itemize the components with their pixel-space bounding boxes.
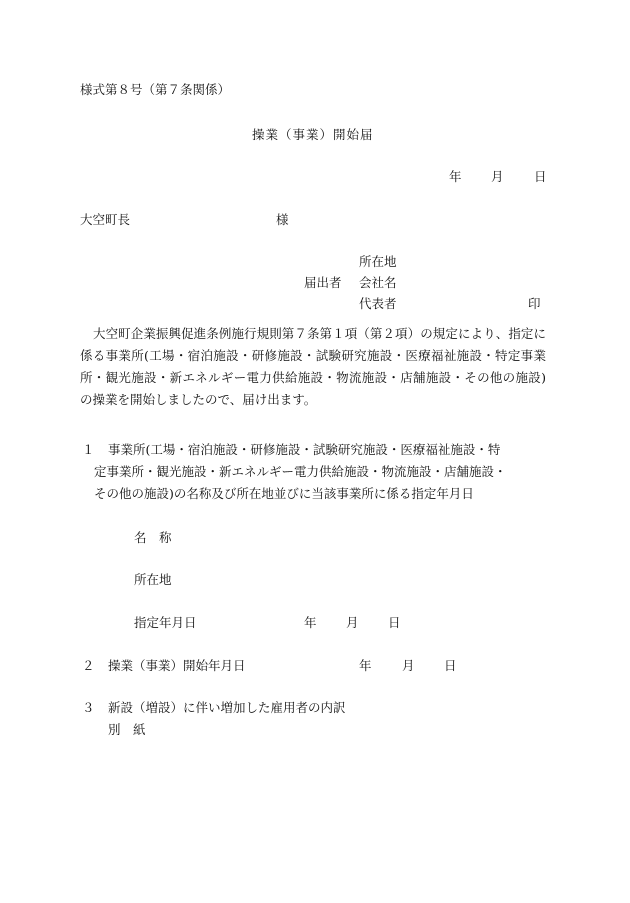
date-year-label: 年	[449, 169, 462, 184]
date-month-label: 月	[491, 169, 504, 184]
form-number: 様式第８号（第７条関係）	[80, 82, 231, 97]
addressee-name: 大空町長	[80, 212, 131, 227]
item-3-number: ３	[82, 700, 95, 715]
item-2-number: ２	[82, 658, 95, 673]
start-day-label: 日	[444, 658, 457, 673]
applicant-representative-label: 代表者	[359, 296, 397, 311]
designation-month-label: 月	[346, 615, 359, 630]
start-month-label: 月	[402, 658, 415, 673]
item-1-text-line1: 事業所(工場・宿泊施設・研修施設・試験研究施設・医療福祉施設・特	[108, 442, 501, 457]
addressee-honorific: 様	[276, 212, 289, 227]
designation-day-label: 日	[388, 615, 401, 630]
facility-name-label: 名 称	[134, 530, 172, 545]
item-3-text: 新設（増設）に伴い増加した雇用者の内訳	[108, 700, 346, 715]
item-1-text-line3: その他の施設)の名称及び所在地並びに当該事業所に係る指定年月日	[94, 486, 474, 501]
document-title: 操業（事業）開始届	[252, 127, 374, 142]
facility-location-label: 所在地	[134, 572, 172, 587]
seal-mark: 印	[528, 296, 541, 311]
item-1-text-line2: 定事業所・観光施設・新エネルギー電力供給施設・物流施設・店舗施設・	[94, 464, 507, 479]
intro-paragraph: 大空町企業振興促進条例施行規則第７条第１項（第２項）の規定により、指定に係る事業所(工場・宿泊施設・研修施設・試験研究施設・医療福祉施設・特定事業所・観光施設・新エネルギー電力供給施設・物流施設・店舗施設・その他の施設)の操業を開始しましたので、届け出ます。	[80, 326, 546, 407]
item-3-note: 別 紙	[108, 722, 146, 737]
applicant-company-label: 会社名	[359, 275, 397, 290]
start-year-label: 年	[359, 658, 372, 673]
applicant-address-label: 所在地	[359, 254, 397, 269]
item-1-number: １	[82, 442, 95, 457]
date-day-label: 日	[534, 169, 547, 184]
applicant-role: 届出者	[304, 275, 342, 290]
designation-year-label: 年	[304, 615, 317, 630]
item-2-text: 操業（事業）開始年月日	[108, 658, 246, 673]
designation-date-label: 指定年月日	[134, 615, 197, 630]
